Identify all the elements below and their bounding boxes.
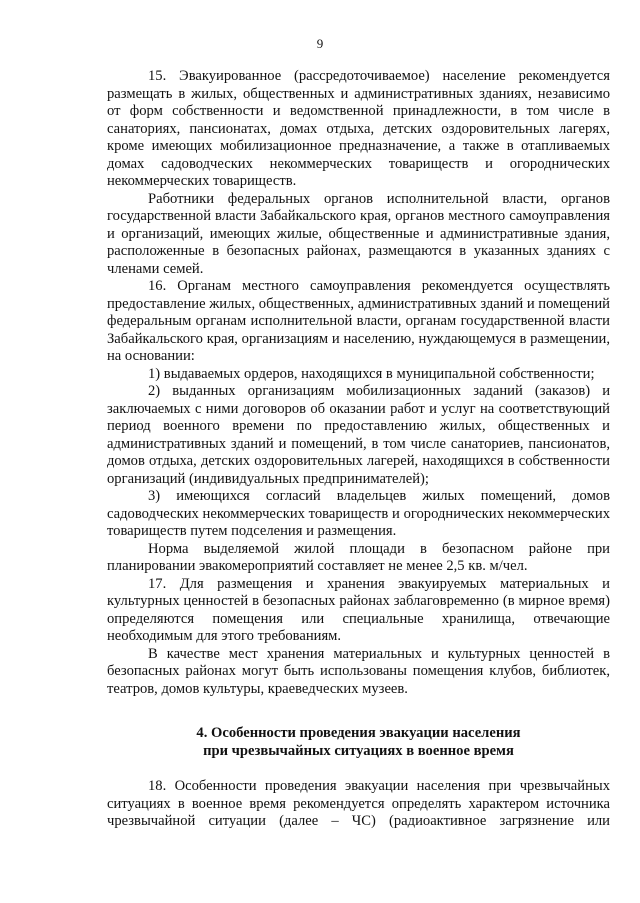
page-number: 9 (316, 36, 324, 51)
document-body (107, 68, 610, 698)
paragraph-16: 16. Органам местного самоуправления рекомендуется осуществлять предоставление жилых, общественных, административных зданий и помещений федеральным органам исполнительной власти, органам государственной власти Забайкальского края, организациям и населению, нуждающемуся в размещении, на основании: (107, 278, 610, 364)
section-heading (107, 725, 610, 760)
section-heading-line-2: при чрезвычайных ситуациях в военное время (203, 742, 514, 759)
paragraph-15-workers: Работники федеральных органов исполнительной власти, органов государственной власти Забайкальского края, органов местного самоуправления и организаций, имеющих жилые, общественные и административные здания, расположенные в безопасных районах, размещаются в указанных зданиях с членами семей. (107, 190, 610, 277)
list-item-1: 1) выдаваемых ордеров, находящихся в муниципальной собственности; (148, 365, 595, 382)
paragraph-17: 17. Для размещения и хранения эвакуируемых материальных и культурных ценностей в безопасных районах заблаговременно (в мирное время) определяются помещения или специальные хранилища, отвечающие необходимым для этого требованиям. (107, 575, 610, 644)
paragraph-storage-places: В качестве мест хранения материальных и культурных ценностей в безопасных районах могут быть использованы помещения клубов, библиотек, театров, домов культуры, краеведческих музеев. (107, 645, 610, 697)
list-item-2: 2) выданных организациям мобилизационных заданий (заказов) и заключаемых с ними договоров об оказании работ и услуг на соответствующий период военного времени по предоставлению жилых, общественных и административных зданий и помещений, в том числе санаториев, пансионатов, домов отдыха, детских оздоровительных лагерей, находящихся в собственности организаций (индивидуальных предпринимателей); (107, 383, 610, 487)
document-body-continued (107, 778, 610, 831)
paragraph-area-norm: Норма выделяемой жилой площади в безопасном районе при планировании эвакомероприятий составляет не менее 2,5 кв. м/чел. (107, 540, 610, 574)
paragraph-18: 18. Особенности проведения эвакуации населения при чрезвычайных ситуациях в военное время рекомендуется определять характером источника чрезвычайной ситуации (далее – ЧС) (радиоактивное загрязнение или (107, 778, 610, 829)
list-item-3: 3) имеющихся согласий владельцев жилых помещений, домов садоводческих некоммерческих товариществ и огороднических некоммерческих товариществ путем подселения и размещения. (107, 488, 610, 539)
paragraph-15: 15. Эвакуированное (рассредоточиваемое) население рекомендуется размещать в жилых, общественных и административных зданиях, независимо от форм собственности и ведомственной принадлежности, в том числе в санаториях, пансионатах, домах отдыха, детских оздоровительных лагерях, кроме имеющих мобилизационное предназначение, а также в отапливаемых домах садоводческих некоммерческих товариществ и огороднических некоммерческих товариществ. (107, 68, 610, 189)
section-heading-line-1: 4. Особенности проведения эвакуации населения (196, 725, 521, 741)
